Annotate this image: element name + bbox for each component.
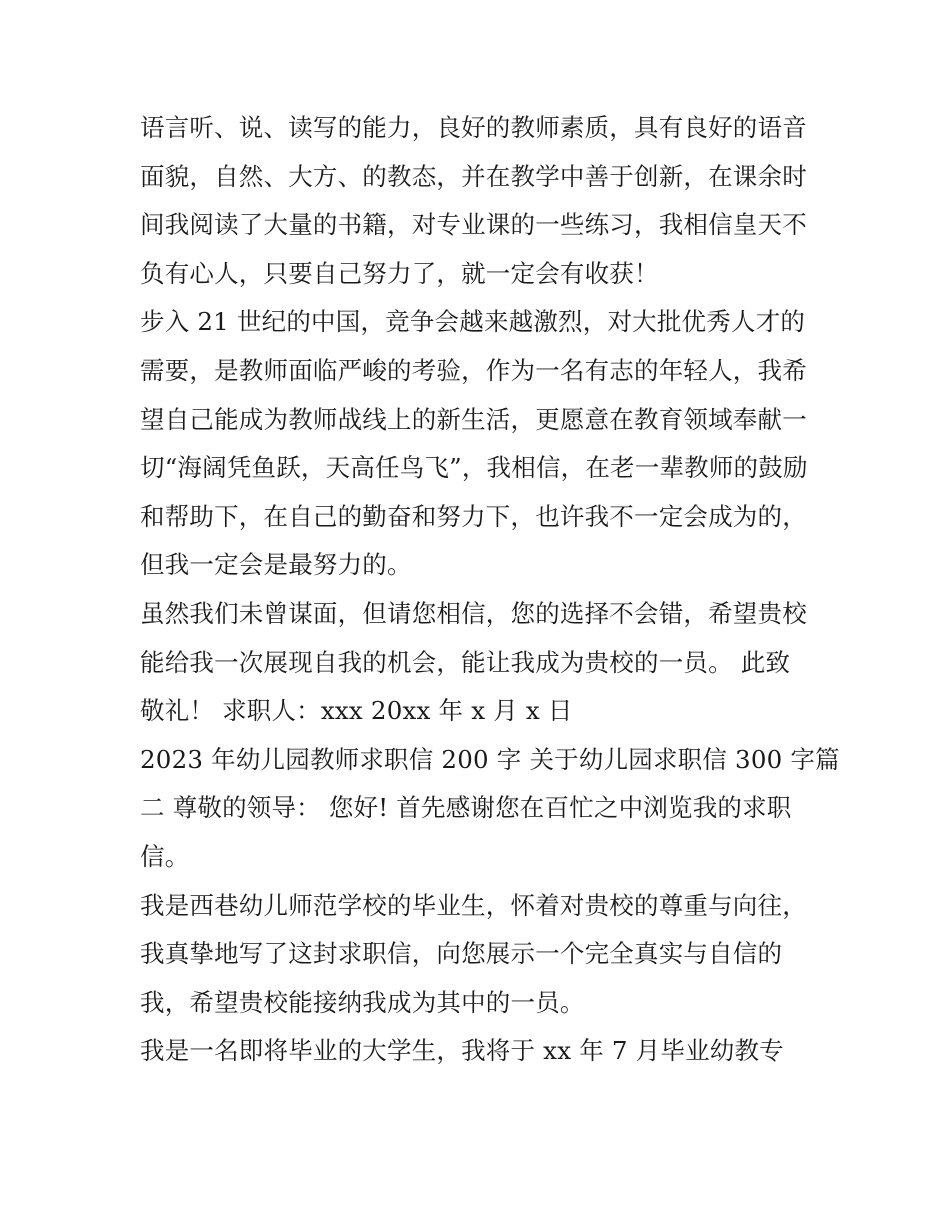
text-line: 望自己能成为教师战线上的新生活，更愿意在教育领域奉献一 bbox=[140, 404, 807, 434]
text-line: 我是西巷幼儿师范学校的毕业生，怀着对贵校的尊重与向往， bbox=[140, 890, 807, 920]
text-line: 我，希望贵校能接纳我成为其中的一员。 bbox=[140, 987, 585, 1017]
text-line: 敬礼！ 求职人：xxx 20xx 年 x 月 x 日 bbox=[140, 696, 573, 726]
text-line: 虽然我们未曾谋面，但请您相信，您的选择不会错，希望贵校 bbox=[140, 598, 807, 628]
text-line: 信。 bbox=[140, 841, 190, 871]
text-line: 我真挚地写了这封求职信，向您展示一个完全真实与自信的 bbox=[140, 939, 783, 969]
text-line: 间我阅读了大量的书籍，对专业课的一些练习，我相信皇天不 bbox=[140, 210, 807, 240]
text-line: 需要，是教师面临严峻的考验，作为一名有志的年轻人，我希 bbox=[140, 355, 807, 385]
text-line: 我是一名即将毕业的大学生，我将于 xx 年 7 月毕业幼教专 bbox=[140, 1036, 784, 1066]
text-line: 面貌，自然、大方、的教态，并在教学中善于创新，在课余时 bbox=[140, 161, 807, 191]
text-line: 但我一定会是最努力的。 bbox=[140, 550, 412, 580]
text-line: 负有心人，只要自己努力了，就一定会有收获！ bbox=[140, 258, 659, 288]
text-line: 二 尊敬的领导： 您好! 首先感谢您在百忙之中浏览我的求职 bbox=[140, 793, 792, 823]
document-body bbox=[140, 104, 840, 1076]
text-line: 切“海阔凭鱼跃，天高任鸟飞”，我相信，在老一辈教师的鼓励 bbox=[140, 453, 808, 483]
text-line: 步入 21 世纪的中国，竞争会越来越激烈，对大批优秀人才的 bbox=[140, 307, 806, 337]
text-line: 2023 年幼儿园教师求职信 200 字 关于幼儿园求职信 300 字篇 bbox=[140, 744, 840, 774]
text-line: 和帮助下，在自己的勤奋和努力下，也许我不一定会成为的， bbox=[140, 501, 807, 531]
text-line: 能给我一次展现自我的机会，能让我成为贵校的一员。 此致 bbox=[140, 647, 791, 677]
text-line: 语言听、说、读写的能力，良好的教师素质，具有良好的语音 bbox=[140, 113, 807, 142]
